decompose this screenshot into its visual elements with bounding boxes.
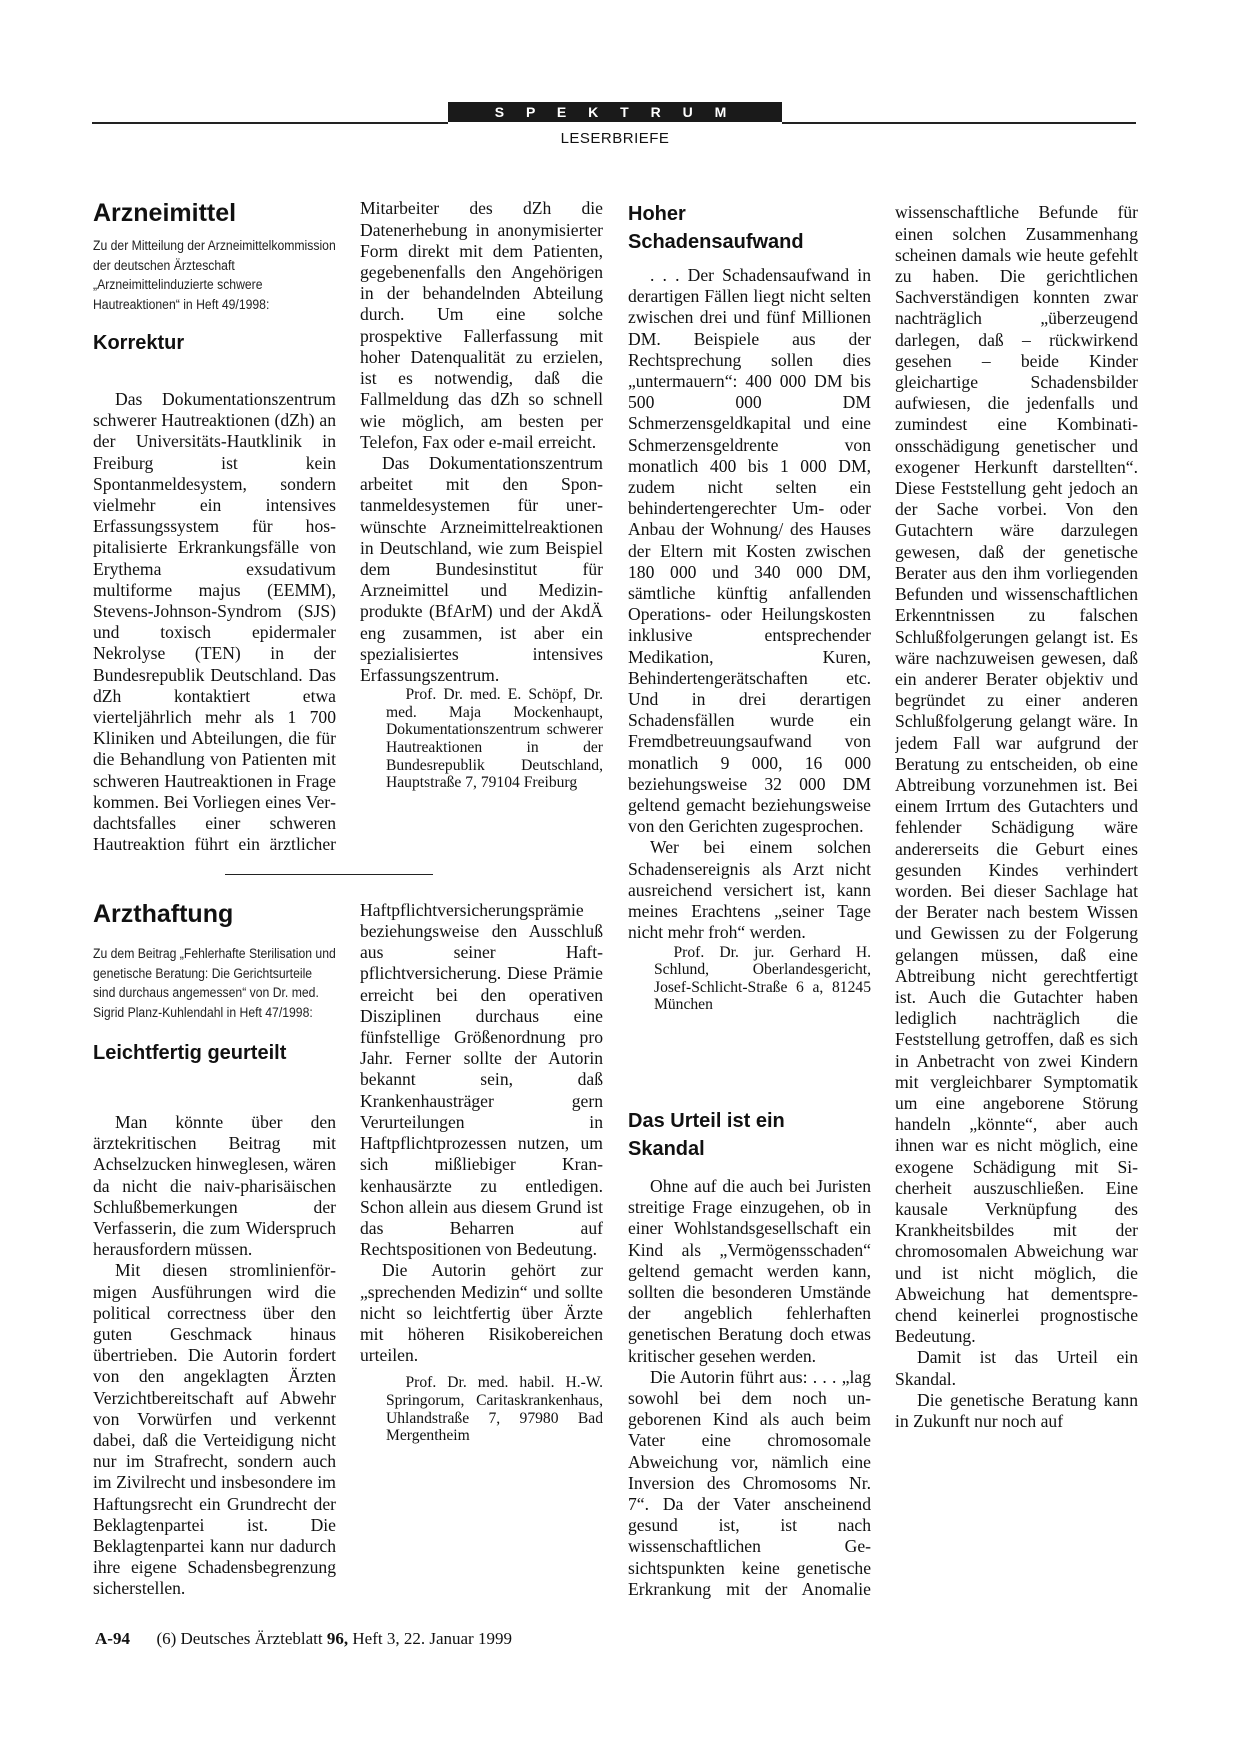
article-arzneimittel-col1 <box>93 389 336 855</box>
journal-volume: 96, <box>326 1629 349 1648</box>
paragraph: . . . Der Schadensaufwand in derartigen Fällen liegt nicht selten zwischen drei und fünf Millionen DM. Beispiele aus der Rechtsprechung sollen dies „untermauern“: 400 000 DM bis 500 000 DM Schmerzensgeldkapital und eine Schmerzensgeldrente von monatlich 400 bis 1 000 DM, zudem nicht selten ein behindertengerechter Um- oder Anbau der Wohnung/ des Hauses der Eltern mit Kosten zwischen 180 000 und 340 000 DM, sämtliche künftig anfallenden Operations- oder Heilungskosten inklusive entsprechender Medikation, Kuren, Behindertengerätschaften etc. Und in drei derartigen Schadensfällen wurde ein Fremdbetreuungsaufwand von monatlich 9 000, 16 000 beziehungsweise 32 000 DM geltend gemacht beziehungsweise von den Gerichten zugesprochen. <box>628 265 871 837</box>
journal-name: (6) Deutsches Ärzteblatt <box>156 1629 323 1648</box>
article-arzthaftung-col2 <box>360 900 603 1600</box>
paragraph: wissenschaftliche Befunde für einen solchen Zusammenhang scheinen damals wie heute gefehlt zu haben. Die gerichtlichen Sachverständigen konnten zwar nachträglich „überzeugend darlegen, daß – rückwirkend gesehen – beide Kinder gleichartige Schadensbilder aufwiesen, die jedenfalls und zumindest eine Kombinationsschädigung genetischer und exogener Herkunft darstellten“. Diese Feststellung geht jedoch an der Sache vorbei. Von den Gutachtern wäre darzulegen gewesen, daß der genetische Berater aus den ihm vorliegenden Befunden und wissenschaftlichen Erkenntnissen zu falschen Schlußfolgerungen gelangt ist. Es wäre nachzuweisen gewesen, daß ein anderer Berater objektiv und begründet zu einer anderen Schlußfolgerung gelangt wäre. In jedem Fall war aufgrund der Beratung zu entscheiden, ob eine Abtreibung vorzunehmen ist. Bei einem Irrtum des Gutachters und fehlender Schädigung wäre andererseits die Geburt eines gesunden Kindes verhindert worden. Bei dieser Sachlage hat der Berater nach bestem Wissen und Gewissen zu der Folgerung gelangen müssen, daß eine Abtreibung nicht gerechtfertigt ist. Auch die Gutachter haben lediglich nachträglich die Feststellung getroffen, daß es sich in Anbetracht von zwei Kindern mit vergleichbarer Symptomatik um eine angeborene Störung handeln „könnte“, aber auch ihnen war es nicht möglich, eine exogene Schädigung mit Sicherheit auszuschließen. Eine kausale Verknüpfung des Krankheitsbildes mit der chromosomalen Abweichung war und ist nicht möglich, die Abweichung hat dementsprechend keinerlei prognostische Bedeutung. <box>895 202 1138 1347</box>
article-title: Arzthaftung <box>93 900 234 928</box>
paragraph: Das Dokumentationszentrum arbeitet mit den Spontanmeldesystemen für unerwünschte Arzneimittelreaktionen in Deutschland, wie zum Beispiel dem Bundesinstitut für Arzneimittel und Medizinprodukte (BfArM) und der AkdÄ eng zusammen, ist aber ein spezialisiertes intensives Erfassungszentrum. <box>360 452 603 685</box>
divider-rule <box>225 874 433 875</box>
paragraph: Die Autorin gehört zur „sprechenden Medizin“ und sollte nicht so leichtfertig über Ärzte mit höheren Risikobereichen urteilen. <box>360 1260 603 1366</box>
paragraph: Das Dokumentationszentrum schwerer Hautreaktionen (dZh) an der Universitäts-Hautklinik in Freiburg ist kein Spontanmeldesystem, sondern vielmehr ein intensives Erfassungssystem für hospitalisierte Erkrankungsfälle von Erythema exsudativum multiforme majus (EEMM), Stevens-Johnson-Syndrom (SJS) und toxisch epidermaler Nekrolyse (TEN) in der Bundesrepublik Deutschland. Das dZh kontaktiert etwa vierteljährlich mehr als 1 700 Kliniken und Abteilungen, die für die Behandlung von Patienten mit schweren Hautreaktionen in Frage kommen. Bei Vorliegen eines Verdachtsfalles einer schweren Hautreaktion führt ein ärztlicher <box>93 389 336 855</box>
article-title: Das Urteil ist ein Skandal <box>628 1110 785 1160</box>
article-title: Hoher Schadensaufwand <box>628 203 804 253</box>
article-arzneimittel-col2 <box>360 198 603 858</box>
article-arzneimittel-heading <box>93 198 336 356</box>
article-intro: Zu dem Beitrag „Fehlerhafte Sterilisation und genetische Beratung: Die Gerichtsurteile sind durchaus angemessen“ von Dr. med. Sigrid Planz-Kuhlendahl in Heft 47/1998: <box>93 946 336 1021</box>
article-schadensaufwand <box>628 200 871 1014</box>
journal-issue: Heft 3, 22. Januar 1999 <box>352 1629 512 1648</box>
article-urteil-heading <box>628 1107 871 1163</box>
section-banner: S P E K T R U M <box>448 102 782 122</box>
paragraph: Man könnte über den ärztekritischen Beitrag mit Achselzucken hinweglesen, wären da nicht die naiv-pharisäischen Schlußbemerkungen der Verfasserin, die zum Widerspruch herausfordern müssen. <box>93 1112 336 1260</box>
article-intro: Zu der Mitteilung der Arzneimittelkommission der deutschen Ärzteschaft „Arzneimittelinduzierte schwere Hautreaktionen“ in Heft 49/1998: <box>93 238 336 313</box>
article-subtitle: Leichtfertig geurteilt <box>93 1042 287 1065</box>
paragraph: Haftpflichtversicherungsprämie beziehungsweise den Ausschluß aus seiner Haftpflichtversicherung. Diese Prämie erreicht bei den operativen Disziplinen durchaus eine fünfstellige Größenordnung pro Jahr. Ferner sollte der Autorin bekannt sein, daß Krankenhausträger gern Verurteilungen in Haftpflichtprozessen nutzen, um sich mißliebiger Krankenhausärzte zu entledigen. Schon allein aus diesem Grund ist das Beharren auf Rechtspositionen von Bedeutung. <box>360 900 603 1260</box>
article-arzthaftung-col1 <box>93 1112 336 1599</box>
paragraph: Ohne auf die auch bei Juristen streitige Frage einzugehen, ob in einer Wohlstandsgesellschaft ein Kind als „Vermögensschaden“ geltend gemacht werden kann, sollten die besonderen Umstände der angeblich fehlerhaften genetischen Beratung doch etwas kritischer gesehen werden. <box>628 1176 871 1366</box>
paragraph: Mit diesen stromlinienförmigen Ausführungen wird die political correctness über den guten Geschmack hinaus übertrieben. Die Autorin fordert von den angeklagten Ärzten Verzichtbereitschaft auf Abwehr von Vorwürfen und verkennt dabei, daß die Verteidigung nicht nur im Strafrecht, sondern auch im Zivilrecht und insbesondere im Haftungsrecht ein Grundrecht der Beklagtenpartei ist. Die Beklagtenpartei kann nur dadurch ihre eigene Schadensbegrenzung sicherstellen. <box>93 1260 336 1599</box>
article-urteil-col3 <box>628 1176 871 1600</box>
signature: Prof. Dr. jur. Gerhard H. Schlund, Oberlandesgericht, Josef-Schlicht-Straße 6 a, 81245 München <box>654 943 871 1014</box>
signature: Prof. Dr. med. E. Schöpf, Dr. med. Maja Mockenhaupt, Dokumentationszentrum schwerer Hautreaktionen in der Bundesrepublik Deutschland, Hauptstraße 7, 79104 Freiburg <box>386 686 603 792</box>
section-label: LESERBRIEFE <box>560 130 670 147</box>
page-footer <box>95 1629 512 1649</box>
article-subtitle: Korrektur <box>93 332 185 355</box>
header-rule-left <box>92 122 448 124</box>
paragraph: Damit ist das Urteil ein Skandal. <box>895 1347 1138 1389</box>
article-arzthaftung-heading <box>93 899 336 1066</box>
paragraph: Wer bei einem solchen Schadensereignis als Arzt nicht ausreichend versichert ist, kann meines Erachtens „seiner Tage nicht mehr froh“ werden. <box>628 837 871 943</box>
paragraph: Die Autorin führt aus: . . . „lag sowohl bei dem noch ungeborenen Kind als auch beim Vater eine chromosomale Abweichung vor, nämlich eine Inversion des Chromosoms Nr. 7“. Da der Vater anscheinend gesund ist, ist nach wissenschaftlichen Gesichtspunkten keine genetische Erkrankung mit der Anomalie <box>628 1366 871 1599</box>
article-urteil-col4 <box>895 202 1138 1601</box>
signature: Prof. Dr. med. habil. H.-W. Springorum, Caritaskrankenhaus, Uhlandstraße 7, 97980 Bad Mergentheim <box>386 1374 603 1445</box>
article-title: Arzneimittel <box>93 199 237 227</box>
paragraph: Mitarbeiter des dZh die Datenerhebung in anonymisierter Form direkt mit dem Patienten, gegebenenfalls den Angehörigen in der behandelnden Abteilung durch. Um eine solche prospektive Fallerfassung mit hoher Datenqualität zu erzielen, ist es notwendig, daß die Fallmeldung das dZh so schnell wie möglich, am besten per Telefon, Fax oder e-mail erreicht. <box>360 198 603 452</box>
paragraph: Die genetische Beratung kann in Zukunft nur noch auf <box>895 1389 1138 1432</box>
page-number: A-94 <box>95 1629 130 1648</box>
header-rule-right <box>782 122 1136 124</box>
